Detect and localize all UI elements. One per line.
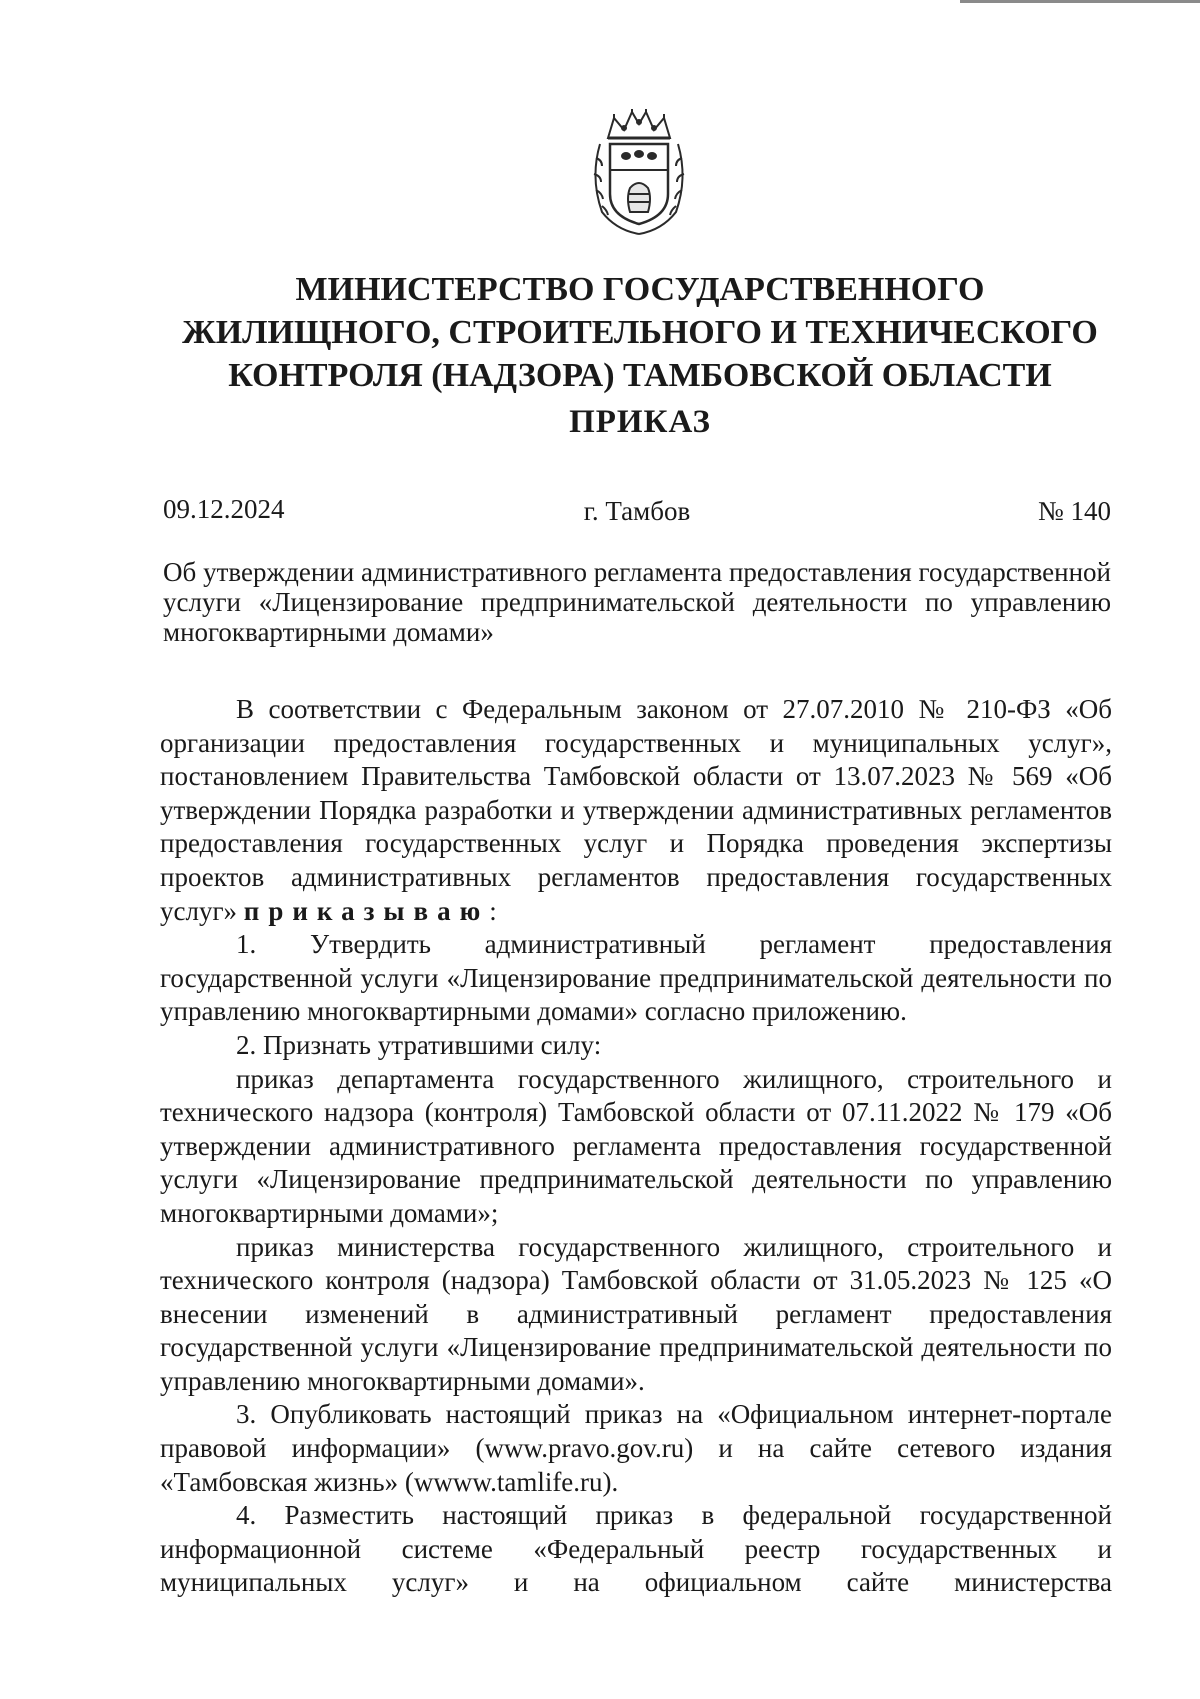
scan-edge-line xyxy=(960,0,1200,3)
coat-of-arms-emblem xyxy=(586,108,692,236)
order-word: приказываю xyxy=(243,895,490,926)
item-2b-paragraph: приказ министерства государственного жилищного, строительного и технического контроля (надзора) Тамбовской области от 31.05.2023 № 125 «О внесении изменений в административный регламент предоставления государственной услуги «Лицензирование предпринимательской деятельности по управлению многоквартирными домами». xyxy=(160,1231,1112,1396)
document-body xyxy=(160,693,1112,1600)
preamble-paragraph xyxy=(160,693,1112,928)
item-1-paragraph: 1. Утвердить административный регламент предоставления государственной услуги «Лицензирование предпринимательской деятельности по управлению многоквартирными домами» согласно приложению. xyxy=(160,929,1112,1027)
item-2a-paragraph: приказ департамента государственного жилищного, строительного и технического надзора (контроля) Тамбовской области от 07.11.2022 № 179 «Об утверждении административного регламента предоставления государственной услуги «Лицензирование предпринимательской деятельности по управлению многоквартирными домами»; xyxy=(160,1063,1112,1228)
order-colon: : xyxy=(489,895,497,926)
item-4-paragraph: 4. Разместить настоящий приказ в федеральной государственной информационной системе «Федеральный реестр государственных и муниципальных услуг» и на официальном сайте министерства xyxy=(160,1500,1112,1598)
item-2-paragraph: 2. Признать утратившими силу: xyxy=(236,1029,602,1060)
document-number: № 140 xyxy=(1037,496,1111,526)
document-subject: Об утверждении административного регламента предоставления государственной услуги «Лицензирование предпринимательской деятельности по управлению многоквартирными домами» xyxy=(163,557,1111,647)
document-city: г. Тамбов xyxy=(583,496,691,526)
ministry-name-line-3: КОНТРОЛЯ (НАДЗОРА) ТАМБОВСКОЙ ОБЛАСТИ xyxy=(228,357,1052,394)
ministry-header xyxy=(100,268,1180,397)
preamble-text: В соответствии с Федеральным законом от 27.07.2010 № 210-ФЗ «Об организации предоставления государственных и муниципальных услуг», постановлением Правительства Тамбовской области от 13.07.2023 № 569 «Об утверждении Порядка разработки и утверждении административных регламентов предоставления государственных услуг и Порядка проведения экспертизы проектов административных регламентов предоставления государственных услуг» xyxy=(160,694,1112,926)
document-type-title: ПРИКАЗ xyxy=(569,404,711,440)
ministry-name-line-2: ЖИЛИЩНОГО, СТРОИТЕЛЬНОГО И ТЕХНИЧЕСКОГО xyxy=(182,314,1098,351)
document-date: 09.12.2024 xyxy=(163,494,285,524)
item-3-paragraph: 3. Опубликовать настоящий приказ на «Официальном интернет-портале правовой информации» (www.pravo.gov.ru) и на сайте сетевого издания «Тамбовская жизнь» (wwww.tamlife.ru). xyxy=(160,1399,1112,1497)
ministry-name-line-1: МИНИСТЕРСТВО ГОСУДАРСТВЕННОГО xyxy=(295,271,985,308)
